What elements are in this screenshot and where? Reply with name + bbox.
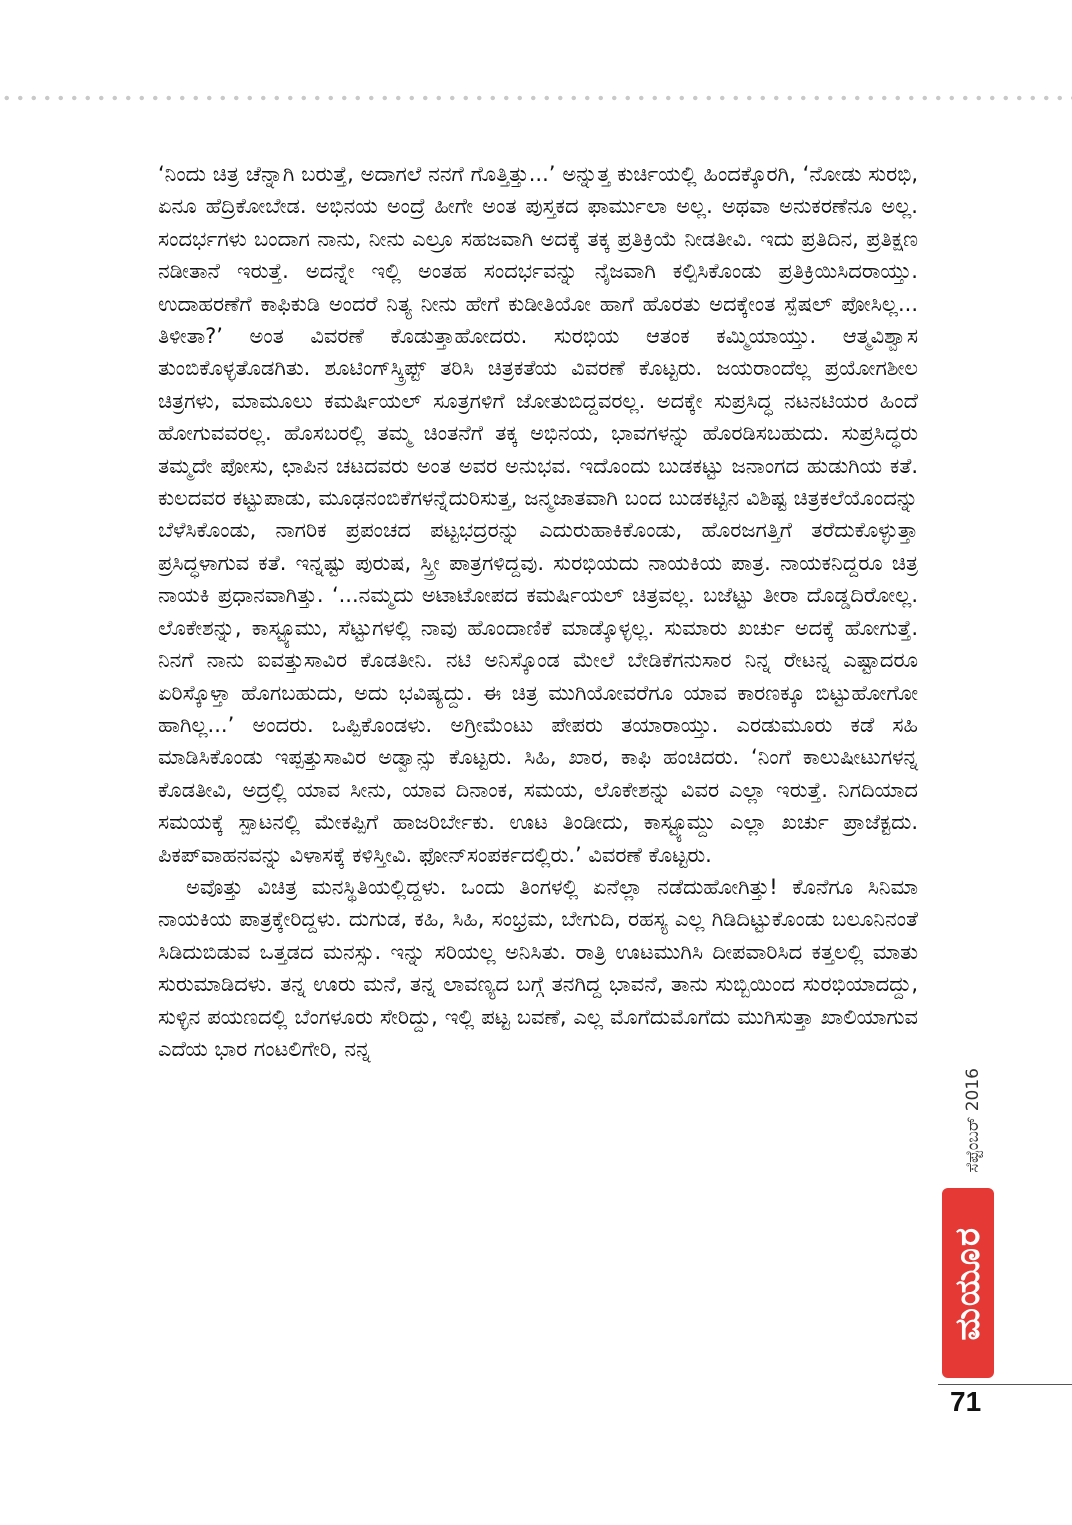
article-paragraph-1: ‘ನಿಂದು ಚಿತ್ರ ಚೆನ್ನಾಗಿ ಬರುತ್ತೆ, ಅದಾಗಲೆ ನನಗೆ ಗೊತ್ತಿತ್ತು...’ ಅನ್ನುತ್ತ ಕುರ್ಚಿಯಲ್ಲಿ ಹಿಂದಕ್ಕೊರಗಿ, ‘ನೋಡು ಸುರಭಿ, ಏನೂ ಹೆದ್ರಿಕೋಬೇಡ. ಅಭಿನಯ ಅಂದ್ರೆ ಹೀಗೇ ಅಂತ ಪುಸ್ತಕದ ಫಾರ್ಮುಲಾ ಅಲ್ಲ. ಅಥವಾ ಅನುಕರಣೆನೂ ಅಲ್ಲ. ಸಂದರ್ಭಗಳು ಬಂದಾಗ ನಾನು, ನೀನು ಎಲ್ರೂ ಸಹಜವಾಗಿ ಅದಕ್ಕೆ ತಕ್ಕ ಪ್ರತಿಕ್ರಿಯೆ ನೀಡತೀವಿ. ಇದು ಪ್ರತಿದಿನ, ಪ್ರತಿಕ್ಷಣ ನಡೀತಾನೆ ಇರುತ್ತೆ. ಅದನ್ನೇ ಇಲ್ಲಿ ಅಂತಹ ಸಂದರ್ಭವನ್ನು ನೈಜವಾಗಿ ಕಲ್ಪಿಸಿಕೊಂಡು ಪ್ರತಿಕ್ರಿಯಿಸಿದರಾಯ್ತು. ಉದಾಹರಣೆಗೆ ಕಾಫಿಕುಡಿ ಅಂದರೆ ನಿತ್ಯ ನೀನು ಹೇಗೆ ಕುಡೀತಿಯೋ ಹಾಗೆ ಹೊರತು ಅದಕ್ಕೇಂತ ಸ್ಪೆಷಲ್ ಪೋಸಿಲ್ಲ... ತಿಳೀತಾ?’ ಅಂತ ವಿವರಣೆ ಕೊಡುತ್ತಾಹೋದರು. ಸುರಭಿಯ ಆತಂಕ ಕಮ್ಮಿಯಾಯ್ತು. ಆತ್ಮವಿಶ್ವಾಸ ತುಂಬಿಕೊಳ್ಳತೊಡಗಿತು. ಶೂಟಿಂಗ್‌ಸ್ಕ್ರಿಪ್ಟ್ ತರಿಸಿ ಚಿತ್ರಕತೆಯ ವಿವರಣೆ ಕೊಟ್ಟರು. ಜಯರಾಂದೆಲ್ಲ ಪ್ರಯೋಗಶೀಲ ಚಿತ್ರಗಳು, ಮಾಮೂಲು ಕಮರ್ಷಿಯಲ್ ಸೂತ್ರಗಳಿಗೆ ಜೋತುಬಿದ್ದವರಲ್ಲ. ಅದಕ್ಕೇ ಸುಪ್ರಸಿದ್ಧ ನಟನಟಿಯರ ಹಿಂದೆ ಹೋಗುವವರಲ್ಲ. ಹೊಸಬರಲ್ಲಿ ತಮ್ಮ ಚಿಂತನೆಗೆ ತಕ್ಕ ಅಭಿನಯ, ಭಾವಗಳನ್ನು ಹೊರಡಿಸಬಹುದು. ಸುಪ್ರಸಿದ್ಧರು ತಮ್ಮದೇ ಪೋಸು, ಛಾಪಿನ ಚಟದವರು ಅಂತ ಅವರ ಅನುಭವ. ಇದೊಂದು ಬುಡಕಟ್ಟು ಜನಾಂಗದ ಹುಡುಗಿಯ ಕತೆ. ಕುಲದವರ ಕಟ್ಟುಪಾಡು, ಮೂಢನಂಬಿಕೆಗಳನ್ನೆದುರಿಸುತ್ತ, ಜನ್ಮಜಾತವಾಗಿ ಬಂದ ಬುಡಕಟ್ಟಿನ ವಿಶಿಷ್ಟ ಚಿತ್ರಕಲೆಯೊಂದನ್ನು ಬೆಳೆಸಿಕೊಂಡು, ನಾಗರಿಕ ಪ್ರಪಂಚದ ಪಟ್ಟಭದ್ರರನ್ನು ಎದುರುಹಾಕಿಕೊಂಡು, ಹೊರಜಗತ್ತಿಗೆ ತರೆದುಕೊಳ್ಳುತ್ತಾ ಪ್ರಸಿದ್ಧಳಾಗುವ ಕತೆ. ಇನ್ನಷ್ಟು ಪುರುಷ, ಸ್ತ್ರೀ ಪಾತ್ರಗಳಿದ್ದವು. ಸುರಭಿಯದು ನಾಯಕಿಯ ಪಾತ್ರ. ನಾಯಕನಿದ್ದರೂ ಚಿತ್ರ ನಾಯಕಿ ಪ್ರಧಾನವಾಗಿತ್ತು. ‘...ನಮ್ಮದು ಅಟಾಟೋಪದ ಕಮರ್ಷಿಯಲ್ ಚಿತ್ರವಲ್ಲ. ಬಜೆಟ್ಟು ತೀರಾ ದೊಡ್ಡದಿರೋಲ್ಲ. ಲೊಕೇಶನ್ನು, ಕಾಸ್ಟ್ಯೂಮು, ಸೆಟ್ಟುಗಳಲ್ಲಿ ನಾವು ಹೊಂದಾಣಿಕೆ ಮಾಡ್ಕೊಳ್ಳಲ್ಲ. ಸುಮಾರು ಖರ್ಚು ಅದಕ್ಕೆ ಹೋಗುತ್ತೆ. ನಿನಗೆ ನಾನು ಐವತ್ತುಸಾವಿರ ಕೊಡತೀನಿ. ನಟಿ ಅನಿಸ್ಕೊಂಡ ಮೇಲೆ ಬೇಡಿಕೆಗನುಸಾರ ನಿನ್ನ ರೇಟನ್ನ ಎಷ್ಟಾದರೂ ಏರಿಸ್ಕೊಳ್ತಾ ಹೊಗಬಹುದು, ಅದು ಭವಿಷ್ಯದ್ದು. ಈ ಚಿತ್ರ ಮುಗಿಯೋವರೆಗೂ ಯಾವ ಕಾರಣಕ್ಕೂ ಬಿಟ್ಟುಹೋಗೋ ಹಾಗಿಲ್ಲ...’ ಅಂದರು. ಒಪ್ಪಿಕೊಂಡಳು. ಅಗ್ರೀಮೆಂಟು ಪೇಪರು ತಯಾರಾಯ್ತು. ಎರಡುಮೂರು ಕಡೆ ಸಹಿ ಮಾಡಿಸಿಕೊಂಡು ಇಪ್ಪತ್ತುಸಾವಿರ ಅಡ್ವಾನ್ಸು ಕೊಟ್ಟರು. ಸಿಹಿ, ಖಾರ, ಕಾಫಿ ಹಂಚಿದರು. ‘ನಿಂಗೆ ಕಾಲುಷೀಟುಗಳನ್ನ ಕೊಡತೀವಿ, ಅದ್ರಲ್ಲಿ ಯಾವ ಸೀನು, ಯಾವ ದಿನಾಂಕ, ಸಮಯ, ಲೊಕೇಶನ್ನು ವಿವರ ಎಲ್ಲಾ ಇರುತ್ತೆ. ನಿಗದಿಯಾದ ಸಮಯಕ್ಕೆ ಸ್ಪಾಟನಲ್ಲಿ ಮೇಕಪ್ಪಿಗೆ ಹಾಜರಿರ್ಬೇಕು. ಊಟ ತಿಂಡೀದು, ಕಾಸ್ಟ್ಯೂಮ್ದು ಎಲ್ಲಾ ಖರ್ಚು ಪ್ರಾಜೆಕ್ಟದು. ಪಿಕಪ್‌ವಾಹನವನ್ನು ವಿಳಾಸಕ್ಕೆ ಕಳಿಸ್ತೀವಿ. ಫೋನ್‌ಸಂಪರ್ಕದಲ್ಲಿರು.’ ವಿವರಣೆ ಕೊಟ್ಟರು.: [158, 162, 919, 867]
magazine-logo: [942, 1188, 994, 1378]
page-number: 71: [950, 1386, 982, 1417]
magazine-logo-text: ಮಯೂರ: [948, 1225, 988, 1341]
page-number-rule: [938, 1384, 1072, 1385]
article-body: [158, 158, 918, 1065]
top-dotted-rule: [0, 95, 1072, 101]
issue-date: [958, 1060, 988, 1180]
article-paragraph-2: ಅವೊತ್ತು ವಿಚಿತ್ರ ಮನಸ್ಥಿತಿಯಲ್ಲಿದ್ದಳು. ಒಂದು ತಿಂಗಳಲ್ಲಿ ಏನೆಲ್ಲಾ ನಡೆದುಹೋಗಿತ್ತು! ಕೊನೆಗೂ ಸಿನಿಮಾ ನಾಯಕಿಯ ಪಾತ್ರಕ್ಕೇರಿದ್ದಳು. ದುಗುಡ, ಕಹಿ, ಸಿಹಿ, ಸಂಭ್ರಮ, ಬೇಗುದಿ, ರಹಸ್ಯ ಎಲ್ಲ ಗಿಡಿದಿಟ್ಟುಕೊಂಡು ಬಲೂನಿನಂತೆ ಸಿಡಿದುಬಿಡುವ ಒತ್ತಡದ ಮನಸ್ಸು. ಇನ್ನು ಸರಿಯಲ್ಲ ಅನಿಸಿತು. ರಾತ್ರಿ ಊಟಮುಗಿಸಿ ದೀಪವಾರಿಸಿದ ಕತ್ತಲಲ್ಲಿ ಮಾತು ಸುರುಮಾಡಿದಳು. ತನ್ನ ಊರು ಮನೆ, ತನ್ನ ಲಾವಣ್ಯದ ಬಗ್ಗೆ ತನಗಿದ್ದ ಭಾವನೆ, ತಾನು ಸುಬ್ಬಿಯಿಂದ ಸುರಭಿಯಾದದ್ದು, ಸುಳ್ಳಿನ ಪಯಣದಲ್ಲಿ ಬೆಂಗಳೂರು ಸೇರಿದ್ದು, ಇಲ್ಲಿ ಪಟ್ಟ ಬವಣೆ, ಎಲ್ಲ ಮೊಗೆದುಮೊಗೆದು ಮುಗಿಸುತ್ತಾ ಖಾಲಿಯಾಗುವ ಎದೆಯ ಭಾರ ಗಂಟಲಿಗೇರಿ, ನನ್ನ: [158, 874, 918, 1061]
issue-date-text: ಸೆಪ್ಟೆಂಬರ್ 2016: [963, 1067, 983, 1173]
magazine-logo-badge: [942, 1188, 994, 1378]
